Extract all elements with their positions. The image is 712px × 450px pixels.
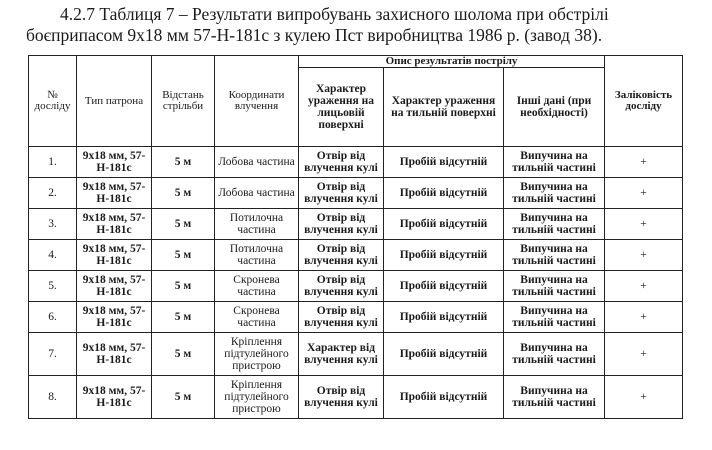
cell-number: 7. <box>29 333 77 376</box>
table-row <box>29 178 683 209</box>
cell-number: 5. <box>29 271 77 302</box>
cell-back-damage: Пробій відсутній <box>384 178 504 209</box>
cell-number: 8. <box>29 376 77 419</box>
cell-back-damage: Пробій відсутній <box>384 240 504 271</box>
table-row <box>29 209 683 240</box>
cell-number: 6. <box>29 302 77 333</box>
cell-credit: + <box>605 376 683 419</box>
cell-distance: 5 м <box>152 178 215 209</box>
cell-credit: + <box>605 178 683 209</box>
cell-credit: + <box>605 147 683 178</box>
header-other: Інші дані (при необхідності) <box>504 68 605 147</box>
cell-cartridge: 9х18 мм, 57-Н-181с <box>77 333 152 376</box>
cell-face-damage: Отвір від влучення кулі <box>299 376 384 419</box>
header-coordinates: Координати влучення <box>215 56 299 147</box>
cell-distance: 5 м <box>152 240 215 271</box>
cell-cartridge: 9х18 мм, 57-Н-181с <box>77 376 152 419</box>
cell-face-damage: Отвір від влучення кулі <box>299 178 384 209</box>
table-row <box>29 333 683 376</box>
cell-other: Випучина на тильній частині <box>504 302 605 333</box>
table-caption <box>0 4 712 46</box>
cell-other: Випучина на тильній частині <box>504 178 605 209</box>
cell-face-damage: Отвір від влучення кулі <box>299 209 384 240</box>
cell-coordinates: Потилочна частина <box>215 209 299 240</box>
cell-credit: + <box>605 271 683 302</box>
cell-coordinates: Лобова частина <box>215 147 299 178</box>
cell-back-damage: Пробій відсутній <box>384 376 504 419</box>
header-back-damage: Характер ураження на тильній поверхні <box>384 68 504 147</box>
cell-distance: 5 м <box>152 376 215 419</box>
cell-coordinates: Кріплення підтулейного пристрою <box>215 376 299 419</box>
cell-cartridge: 9х18 мм, 57-Н-181с <box>77 240 152 271</box>
cell-credit: + <box>605 333 683 376</box>
cell-face-damage: Отвір від влучення кулі <box>299 240 384 271</box>
cell-back-damage: Пробій відсутній <box>384 209 504 240</box>
cell-cartridge: 9х18 мм, 57-Н-181с <box>77 209 152 240</box>
cell-distance: 5 м <box>152 209 215 240</box>
cell-back-damage: Пробій відсутній <box>384 271 504 302</box>
table-row <box>29 302 683 333</box>
table-row <box>29 271 683 302</box>
cell-back-damage: Пробій відсутній <box>384 147 504 178</box>
header-number: № досліду <box>29 56 77 147</box>
cell-coordinates: Скронева частина <box>215 302 299 333</box>
cell-distance: 5 м <box>152 302 215 333</box>
cell-coordinates: Лобова частина <box>215 178 299 209</box>
cell-other: Випучина на тильній частині <box>504 271 605 302</box>
cell-face-damage: Отвір від влучення кулі <box>299 302 384 333</box>
cell-other: Випучина на тильній частині <box>504 209 605 240</box>
header-cartridge-type: Тип патрона <box>77 56 152 147</box>
cell-other: Випучина на тильній частині <box>504 333 605 376</box>
cell-cartridge: 9х18 мм, 57-Н-181с <box>77 178 152 209</box>
header-face-damage: Характер ураження на лицьовій поверхні <box>299 68 384 147</box>
cell-distance: 5 м <box>152 147 215 178</box>
cell-face-damage: Характер від влучення кулі <box>299 333 384 376</box>
cell-coordinates: Кріплення підтулейного пристрою <box>215 333 299 376</box>
cell-back-damage: Пробій відсутній <box>384 302 504 333</box>
cell-face-damage: Отвір від влучення кулі <box>299 271 384 302</box>
cell-other: Випучина на тильній частині <box>504 147 605 178</box>
cell-credit: + <box>605 302 683 333</box>
cell-back-damage: Пробій відсутній <box>384 333 504 376</box>
header-distance: Відстань стрільби <box>152 56 215 147</box>
cell-number: 3. <box>29 209 77 240</box>
header-credit: Заліковість досліду <box>605 56 683 147</box>
cell-number: 1. <box>29 147 77 178</box>
table-row <box>29 240 683 271</box>
header-row-top <box>29 56 683 68</box>
cell-coordinates: Потилочна частина <box>215 240 299 271</box>
cell-other: Випучина на тильній частині <box>504 376 605 419</box>
cell-cartridge: 9х18 мм, 57-Н-181с <box>77 302 152 333</box>
cell-face-damage: Отвір від влучення кулі <box>299 147 384 178</box>
results-table <box>28 55 683 419</box>
cell-number: 4. <box>29 240 77 271</box>
table-row <box>29 147 683 178</box>
cell-credit: + <box>605 240 683 271</box>
caption-line-2: боєприпасом 9х18 мм 57-Н-181с з кулею Пст виробництва 1986 р. (завод 38). <box>26 25 603 45</box>
cell-cartridge: 9х18 мм, 57-Н-181с <box>77 271 152 302</box>
cell-distance: 5 м <box>152 333 215 376</box>
header-results-group: Опис результатів пострілу <box>299 56 605 68</box>
table-row <box>29 376 683 419</box>
cell-distance: 5 м <box>152 271 215 302</box>
cell-coordinates: Скронева частина <box>215 271 299 302</box>
cell-credit: + <box>605 209 683 240</box>
cell-other: Випучина на тильній частині <box>504 240 605 271</box>
caption-line-1: 4.2.7 Таблиця 7 – Результати випробувань захисного шолома при обстрілі <box>60 4 609 24</box>
cell-cartridge: 9х18 мм, 57-Н-181с <box>77 147 152 178</box>
cell-number: 2. <box>29 178 77 209</box>
